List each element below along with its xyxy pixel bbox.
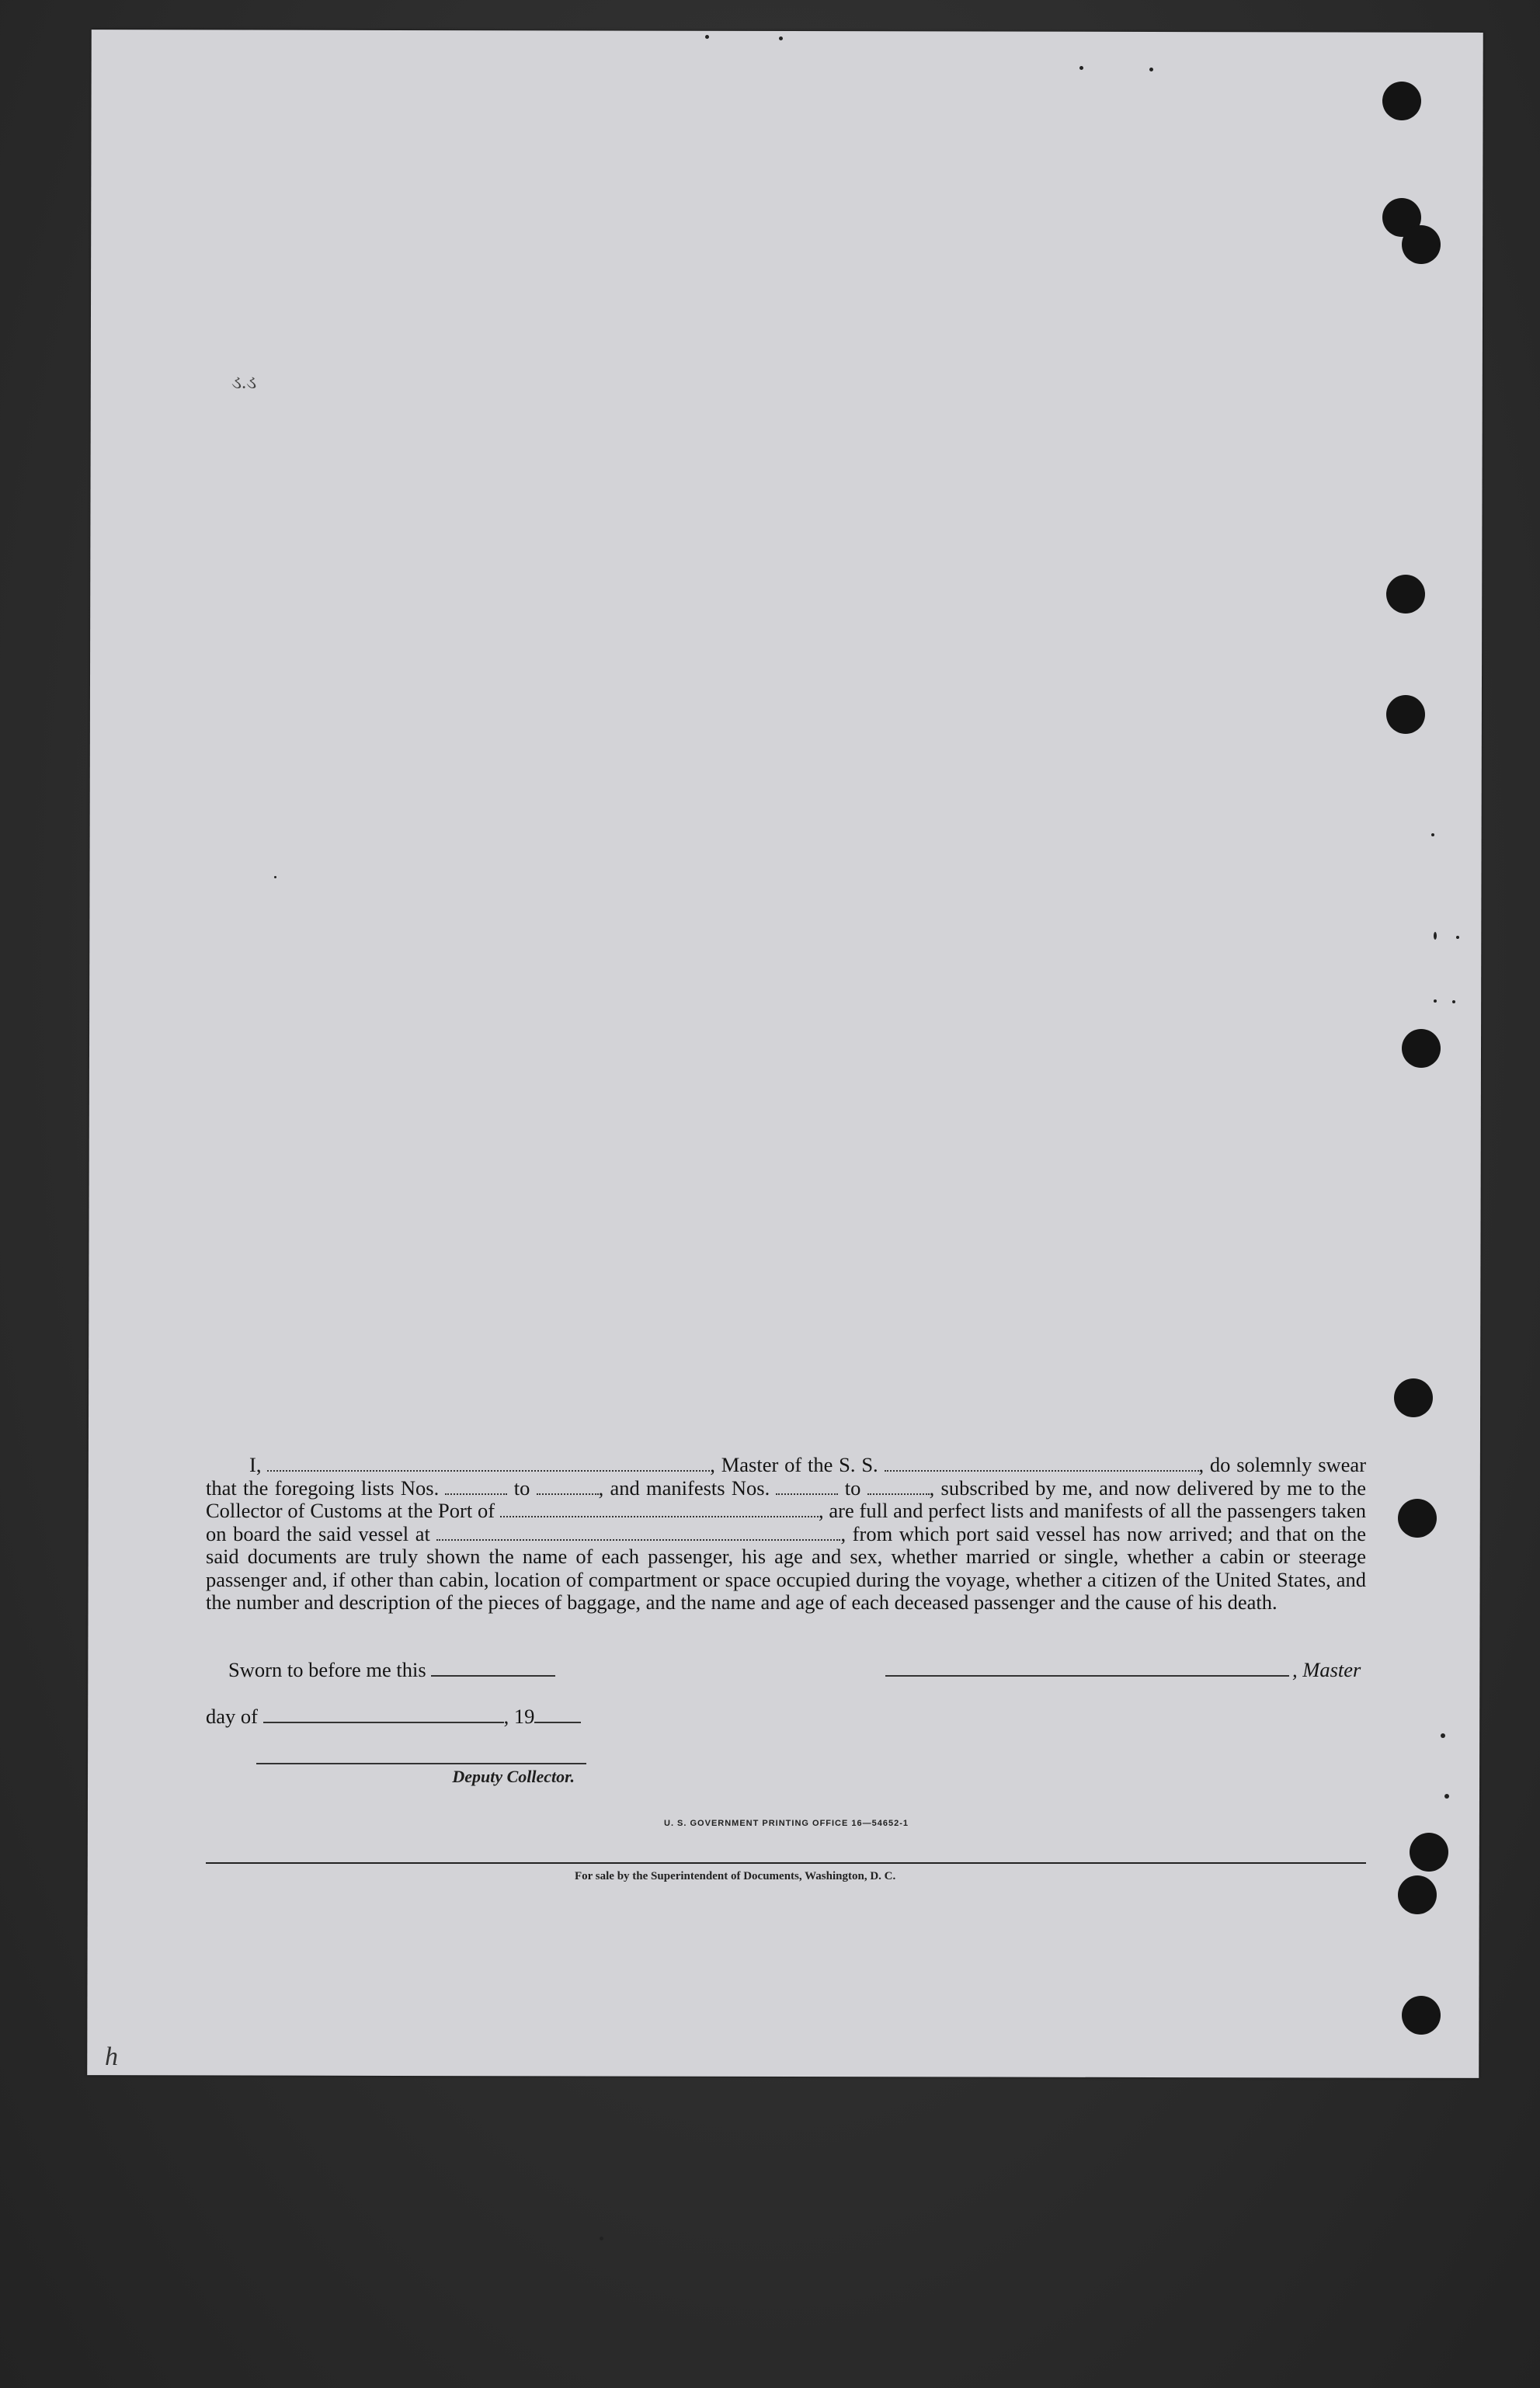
oath-are-full: , are full and perfect lists and [818,1499,1059,1522]
oath-swear: swear that the foregoing lists Nos. [206,1453,1367,1500]
oath-to-2: to [844,1476,861,1500]
speck [705,35,709,39]
footer-rule [206,1862,1366,1864]
sworn-label: Sworn to before me this [228,1658,426,1681]
speck [779,36,783,40]
master-label: , Master [1292,1658,1361,1681]
master-name-blank [267,1456,710,1472]
oath-delivered: delivered by me to the Collector of Customs at the Port of [206,1476,1367,1522]
speck [1441,1733,1445,1738]
speck [600,2237,603,2240]
port-departure-blank [436,1525,840,1541]
punch-hole-11 [1402,1996,1441,2035]
oath-paragraph [206,1454,1366,1615]
pencil-scrawl: ડ.ડ [231,373,257,393]
oath-body: port said vessel has now arrived; and that on the said documents are truly shown the name of each passenger, his age and sex, whether married or single, whether a cabin or steerage passenger and, if other than cabin, location of compartment or space occupied during the voyage, whether a citizen of the United States, and the number and description of the pieces of baggage, and the name and age of each deceased passenger and the cause of his death. [206,1521,1367,1614]
deputy-signature-line [256,1763,586,1764]
speck [1149,68,1153,71]
speck [1431,833,1434,836]
sworn-line [228,1658,555,1682]
margin-handwritten-mark: h [105,2042,118,2071]
oath-master-ss: , Master of the S. S. [710,1453,878,1476]
sale-notice: For sale by the Superintendent of Documents, Washington, D. C. [575,1870,896,1882]
month-blank [263,1708,504,1723]
speck [1079,66,1083,70]
oath-subscribed: , subscribed by me, and now [929,1476,1171,1500]
printing-office-imprint: U. S. GOVERNMENT PRINTING OFFICE 16—54652-1 [664,1819,909,1828]
master-signature-blank [885,1661,1289,1677]
speck [1452,1000,1455,1003]
oath-manifests-all: manifests of all the passengers taken on board the said vessel at [206,1499,1367,1545]
punch-hole-5 [1386,695,1425,734]
punch-hole-1 [1382,82,1421,120]
speck [1434,932,1437,940]
year-blank [534,1708,581,1723]
day-of-line [206,1705,581,1729]
year-prefix: , 19 [503,1705,535,1728]
punch-hole-10 [1398,1875,1437,1914]
oath-i: I, [249,1453,262,1476]
oath-to-1: to [513,1476,530,1500]
punch-hole-8 [1398,1499,1437,1538]
lists-to-blank [537,1479,599,1495]
speck [274,876,276,878]
master-signature [885,1658,1367,1682]
oath-from-which: , from which [840,1521,950,1545]
day-of-label: day of [206,1705,258,1728]
speck [1444,1794,1449,1799]
port-arrival-blank [500,1502,819,1517]
deputy-collector-label: Deputy Collector. [452,1767,575,1786]
speck [1456,936,1459,939]
manifests-to-blank [867,1479,930,1495]
punch-hole-3 [1402,225,1441,264]
speck [1434,999,1437,1003]
lists-from-blank [445,1479,507,1495]
punch-hole-7 [1394,1378,1433,1417]
sworn-day-blank [431,1661,555,1677]
manifests-from-blank [776,1479,838,1495]
oath-solemnly: , do solemnly [1198,1453,1312,1476]
vessel-name-blank [885,1456,1199,1472]
punch-hole-4 [1386,575,1425,614]
punch-hole-9 [1410,1833,1448,1872]
punch-hole-6 [1402,1029,1441,1068]
oath-and-manifests: , and manifests Nos. [598,1476,770,1500]
